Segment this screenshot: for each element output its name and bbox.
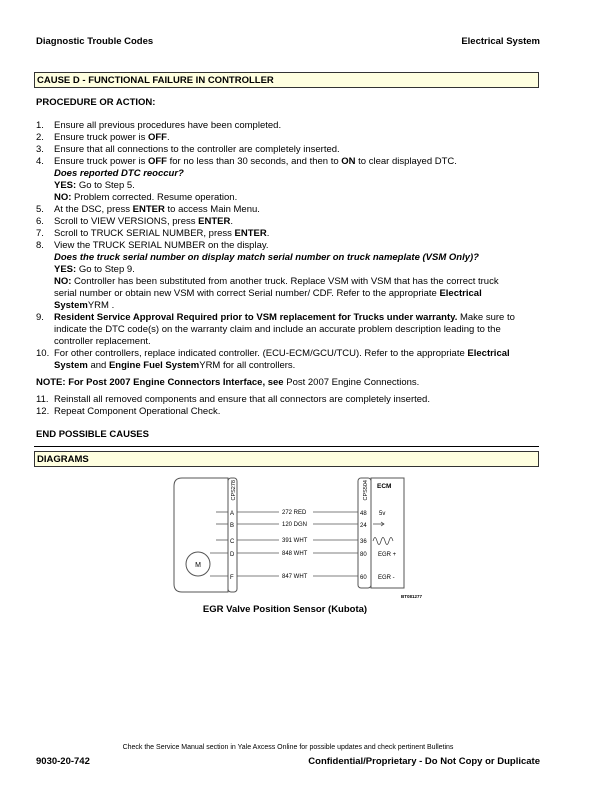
left-connector-label: CPS278 (231, 480, 237, 501)
manual-reference: Electrical (439, 288, 482, 299)
page-number: 9030-20-742 (36, 756, 90, 767)
step-text: for no less than 30 seconds, and then to (166, 156, 342, 167)
diagrams-heading-band: DIAGRAMS (34, 451, 539, 467)
step-text: indicate the DTC code(s) on the warranty claim and include an accurate problem description leading to the (54, 324, 501, 335)
step-text: Repeat Component Operational Check. (54, 406, 221, 417)
step-text: to access Main Menu. (164, 204, 260, 215)
step-text: Ensure that all connections to the controller are completely inserted. (54, 144, 340, 155)
step-emphasis: OFF (147, 132, 167, 143)
pin-label-left: D (230, 552, 235, 558)
pin-label-left: C (230, 539, 235, 545)
step-text: Scroll to VIEW VERSIONS, press (54, 216, 199, 227)
divider (34, 446, 539, 447)
step-text: YRM for all controllers. (199, 360, 296, 371)
step-number: 6. (36, 216, 44, 227)
yes-text: Go to Step 9. (76, 264, 135, 275)
confidential-notice: Confidential/Proprietary - Do Not Copy or Duplicate (308, 756, 540, 767)
manual-reference: System (54, 360, 88, 371)
step-emphasis: Resident Service Approval Required prior to VSM replacement for Trucks under warranty. (54, 312, 458, 323)
wire-label: 847 WHT (282, 574, 308, 580)
procedure-heading: PROCEDURE OR ACTION: (36, 97, 156, 108)
step-question: Does the truck serial number on display match serial number on truck nameplate (VSM Only)? (54, 252, 479, 263)
step-text: Ensure all previous procedures have been completed. (54, 120, 282, 131)
signal-label: 5v (379, 511, 386, 517)
step-number: 7. (36, 228, 44, 239)
pin-number-right: 60 (360, 575, 367, 581)
step-number: 9. (36, 312, 44, 323)
step-number: 4. (36, 156, 44, 167)
pin-label-left: A (230, 511, 235, 517)
signal-waveform-icon (373, 538, 393, 545)
note-text: Post 2007 Engine Connections. (283, 377, 420, 388)
step-number: 1. (36, 120, 44, 131)
step-number: 10. (36, 348, 50, 359)
yes-text: Go to Step 5. (76, 180, 135, 191)
step-number: 11. (36, 394, 49, 405)
step-text: At the DSC, press (54, 204, 133, 215)
step-text: . (266, 228, 270, 239)
pin-number-right: 48 (360, 511, 367, 517)
signal-input-arrow-icon (373, 522, 384, 526)
yes-label: YES: (54, 180, 77, 191)
part-id: BT081277 (401, 594, 423, 599)
pin-label-left: B (230, 523, 235, 529)
step-text: Reinstall all removed components and ensure that all connectors are completely inserted. (54, 394, 430, 405)
step-number: 12. (36, 406, 50, 417)
manual-suffix: YRM . (87, 300, 115, 311)
step-question: Does reported DTC reoccur? (54, 168, 184, 179)
step-text: Ensure truck power is (54, 132, 148, 143)
step-text: to clear displayed DTC. (355, 156, 457, 167)
no-label: NO: (54, 192, 72, 203)
yes-label: YES: (54, 264, 77, 275)
manual-reference: Electrical (467, 348, 510, 359)
step-number: 3. (36, 144, 44, 155)
ecm-label: ECM (377, 483, 392, 490)
step-emphasis: ENTER (234, 228, 267, 239)
sensor-body (174, 478, 228, 592)
step-text: . (230, 216, 233, 227)
no-text: serial number or obtain new VSM with correct Serial number/ CDF. Refer to the appropriate (54, 288, 440, 299)
no-label: NO: (54, 276, 72, 287)
step-text: Make sure to (457, 312, 515, 323)
manual-reference: Engine Fuel System (108, 360, 200, 371)
wire-label: 272 RED (282, 510, 307, 516)
step-emphasis: OFF (147, 156, 167, 167)
step-number: 8. (36, 240, 44, 251)
header-chapter-title: Electrical System (461, 36, 540, 47)
wire-label: 391 WHT (282, 538, 308, 544)
right-connector-label: CPS504 (363, 480, 369, 501)
wire-label: 120 DGN (282, 522, 308, 528)
pin-label-left: F (230, 575, 234, 581)
footer-note: Check the Service Manual section in Yale Axcess Online for possible updates and check pertinent Bulletins (122, 744, 454, 751)
step-emphasis: ENTER (198, 216, 231, 227)
header-section-title: Diagnostic Trouble Codes (36, 36, 154, 47)
cause-heading-band: CAUSE D - FUNCTIONAL FAILURE IN CONTROLLER (34, 72, 539, 88)
step-emphasis: ON (341, 156, 356, 167)
note (36, 377, 541, 389)
signal-label: EGR + (378, 552, 397, 558)
step-text: Scroll to TRUCK SERIAL NUMBER, press (54, 228, 235, 239)
step-emphasis: ENTER (132, 204, 165, 215)
pin-number-right: 24 (360, 523, 367, 529)
step-text: View the TRUCK SERIAL NUMBER on the display. (54, 240, 269, 251)
signal-label: EGR - (378, 575, 395, 581)
pin-number-right: 36 (360, 539, 367, 545)
pin-number-right: 80 (360, 552, 367, 558)
step-number: 2. (36, 132, 44, 143)
wire-label: 848 WHT (282, 551, 308, 557)
step-text: Ensure truck power is (54, 156, 148, 167)
step-text: controller replacement. (54, 336, 151, 347)
step-text: . (166, 132, 170, 143)
ecm-box (371, 478, 404, 588)
no-text: Problem corrected. Resume operation. (71, 192, 238, 203)
manual-reference: System (54, 300, 88, 311)
step-text: For other controllers, replace indicated controller. (ECU-ECM/GCU/TCU). Refer to the appropriate (54, 348, 468, 359)
no-text: Controller has been substituted from another truck. Replace VSM with VSM that has the correct truck (71, 276, 499, 287)
diagram-caption: EGR Valve Position Sensor (Kubota) (202, 604, 368, 615)
end-possible-causes: END POSSIBLE CAUSES (36, 429, 149, 440)
step-text: and (87, 360, 109, 371)
motor-label: M (195, 562, 201, 569)
wiring-diagram (0, 470, 612, 605)
note-label: NOTE: For Post 2007 Engine Connectors Interface, see (36, 377, 284, 388)
step-number: 5. (36, 204, 44, 215)
